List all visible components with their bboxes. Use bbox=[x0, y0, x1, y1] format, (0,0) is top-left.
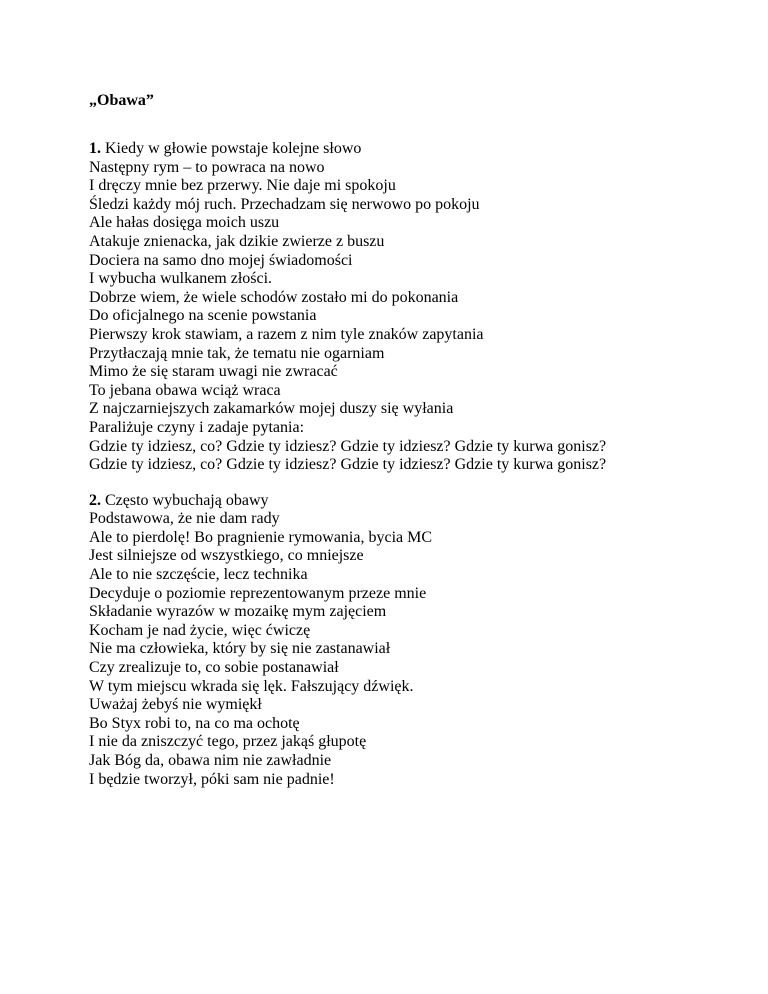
stanza-line: W tym miejscu wkrada się lęk. Fałszujący dźwięk. bbox=[89, 677, 414, 695]
stanza-line-text: Często wybuchają obawy bbox=[101, 491, 269, 509]
document-content bbox=[89, 92, 729, 789]
stanza-2 bbox=[89, 492, 729, 790]
stanza-line: Jest silniejsze od wszystkiego, co mniejsze bbox=[89, 547, 364, 565]
stanza-line: Z najczarniejszych zakamarków mojej duszy się wyłania bbox=[89, 400, 454, 418]
stanza-1-line-1 bbox=[89, 140, 729, 159]
stanza-line: Nie ma człowieka, który by się nie zastanawiał bbox=[89, 640, 391, 658]
stanza-line: Ale hałas dosięga moich uszu bbox=[89, 214, 280, 232]
stanza-number: 1. bbox=[89, 140, 101, 157]
stanza-1 bbox=[89, 140, 729, 475]
title-spacer bbox=[89, 110, 729, 140]
stanza-line: I dręczy mnie bez przerwy. Nie daje mi spokoju bbox=[89, 177, 396, 195]
stanza-line: Gdzie ty idziesz, co? Gdzie ty idziesz? Gdzie ty idziesz? Gdzie ty kurwa gonisz? bbox=[89, 456, 607, 474]
stanza-line: Paraliżuje czyny i zadaje pytania: bbox=[89, 418, 305, 436]
stanza-line: Składanie wyrazów w mozaikę mym zajęciem bbox=[89, 603, 387, 621]
stanza-line: Śledzi każdy mój ruch. Przechadzam się nerwowo po pokoju bbox=[89, 195, 480, 213]
stanza-line: I nie da zniszczyć tego, przez jakąś głupotę bbox=[89, 733, 367, 751]
stanza-line: Ale to pierdolę! Bo pragnienie rymowania, bycia MC bbox=[89, 528, 433, 546]
stanza-line: Dociera na samo dno mojej świadomości bbox=[89, 251, 353, 269]
stanza-line: Przytłaczają mnie tak, że tematu nie ogarniam bbox=[89, 344, 385, 362]
stanza-line: I wybucha wulkanem złości. bbox=[89, 270, 273, 288]
stanza-line: Podstawowa, że nie dam rady bbox=[89, 510, 280, 528]
stanza-line: To jebana obawa wciąż wraca bbox=[89, 381, 281, 399]
stanza-line: Następny rym – to powraca na nowo bbox=[89, 158, 325, 176]
stanza-line: Ale to nie szczęście, lecz technika bbox=[89, 566, 308, 584]
stanza-line: Atakuje znienacka, jak dzikie zwierze z buszu bbox=[89, 232, 385, 250]
stanza-spacer bbox=[89, 475, 729, 492]
stanza-line: Czy zrealizuje to, co sobie postanawiał bbox=[89, 659, 339, 677]
stanza-line: Gdzie ty idziesz, co? Gdzie ty idziesz? Gdzie ty idziesz? Gdzie ty kurwa gonisz? bbox=[89, 437, 607, 455]
stanza-number: 2. bbox=[89, 491, 101, 509]
stanza-line: Decyduje o poziomie reprezentowanym przeze mnie bbox=[89, 584, 427, 602]
stanza-line: I będzie tworzył, póki sam nie padnie! bbox=[89, 770, 335, 788]
stanza-line: Bo Styx robi to, na co ma ochotę bbox=[89, 714, 300, 732]
stanza-line: Kocham je nad życie, więc ćwiczę bbox=[89, 621, 311, 639]
stanza-2-line-1 bbox=[89, 492, 729, 511]
stanza-line: Dobrze wiem, że wiele schodów zostało mi do pokonania bbox=[89, 288, 459, 306]
stanza-line: Uważaj żebyś nie wymiękł bbox=[89, 696, 262, 714]
stanza-line: Mimo że się staram uwagi nie zwracać bbox=[89, 363, 338, 381]
poem-title: „Obawa” bbox=[89, 92, 154, 109]
stanza-line: Pierwszy krok stawiam, a razem z nim tyle znaków zapytania bbox=[89, 325, 484, 343]
stanza-line: Jak Bóg da, obawa nim nie zawładnie bbox=[89, 752, 332, 769]
stanza-line-text: Kiedy w głowie powstaje kolejne słowo bbox=[101, 140, 362, 157]
stanza-line: Do oficjalnego na scenie powstania bbox=[89, 307, 317, 325]
